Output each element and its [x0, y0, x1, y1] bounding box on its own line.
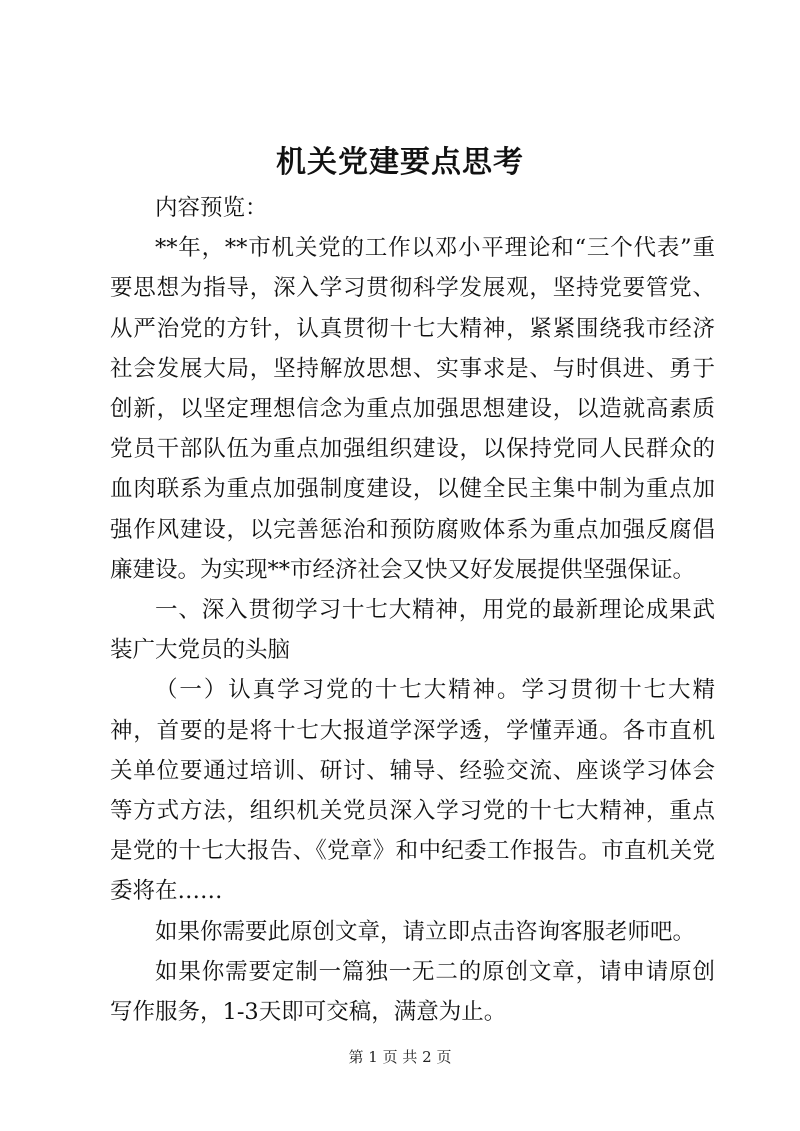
document-title: 机关党建要点思考	[276, 145, 524, 180]
paragraph-custom-service: 如果你需要定制一篇独一无二的原创文章，请申请原创写作服务，1-3天即可交稿，满意为止。	[110, 958, 715, 1026]
page-number-footer: 第 1 页 共 2 页	[348, 1048, 452, 1066]
paragraph-subsection: （一）认真学习党的十七大精神。学习贯彻十七大精神，首要的是将十七大报道学深学透，学懂弄通。各市直机关单位要通过培训、研讨、辅导、经验交流、座谈学习体会等方式方法，组织机关党员深入学习党的十七大精神，重点是党的十七大报告、《党章》和中纪委工作报告。市直机关党委将在……	[110, 677, 715, 905]
paragraph-intro: **年，**市机关党的工作以邓小平理论和“三个代表”重要思想为指导，深入学习贯彻科学发展观，坚持党要管党、从严治党的方针，认真贯彻十七大精神，紧紧围绕我市经济社会发展大局，坚持解放思想、实事求是、与时俱进、勇于创新，以坚定理想信念为重点加强思想建设，以造就高素质党员干部队伍为重点加强组织建设，以保持党同人民群众的血肉联系为重点加强制度建设，以健全民主集中制为重点加强作风建设，以完善惩治和预防腐败体系为重点加强反腐倡廉建设。为实现**市经济社会又快又好发展提供坚强保证。	[110, 235, 715, 583]
paragraph-contact-note: 如果你需要此原创文章，请立即点击咨询客服老师吧。	[155, 918, 696, 945]
paragraph-section-heading: 一、深入贯彻学习十七大精神，用党的最新理论成果武装广大党员的头脑	[110, 597, 715, 664]
document-body	[110, 188, 715, 1032]
paragraph-preview-label: 内容预览：	[155, 195, 268, 221]
